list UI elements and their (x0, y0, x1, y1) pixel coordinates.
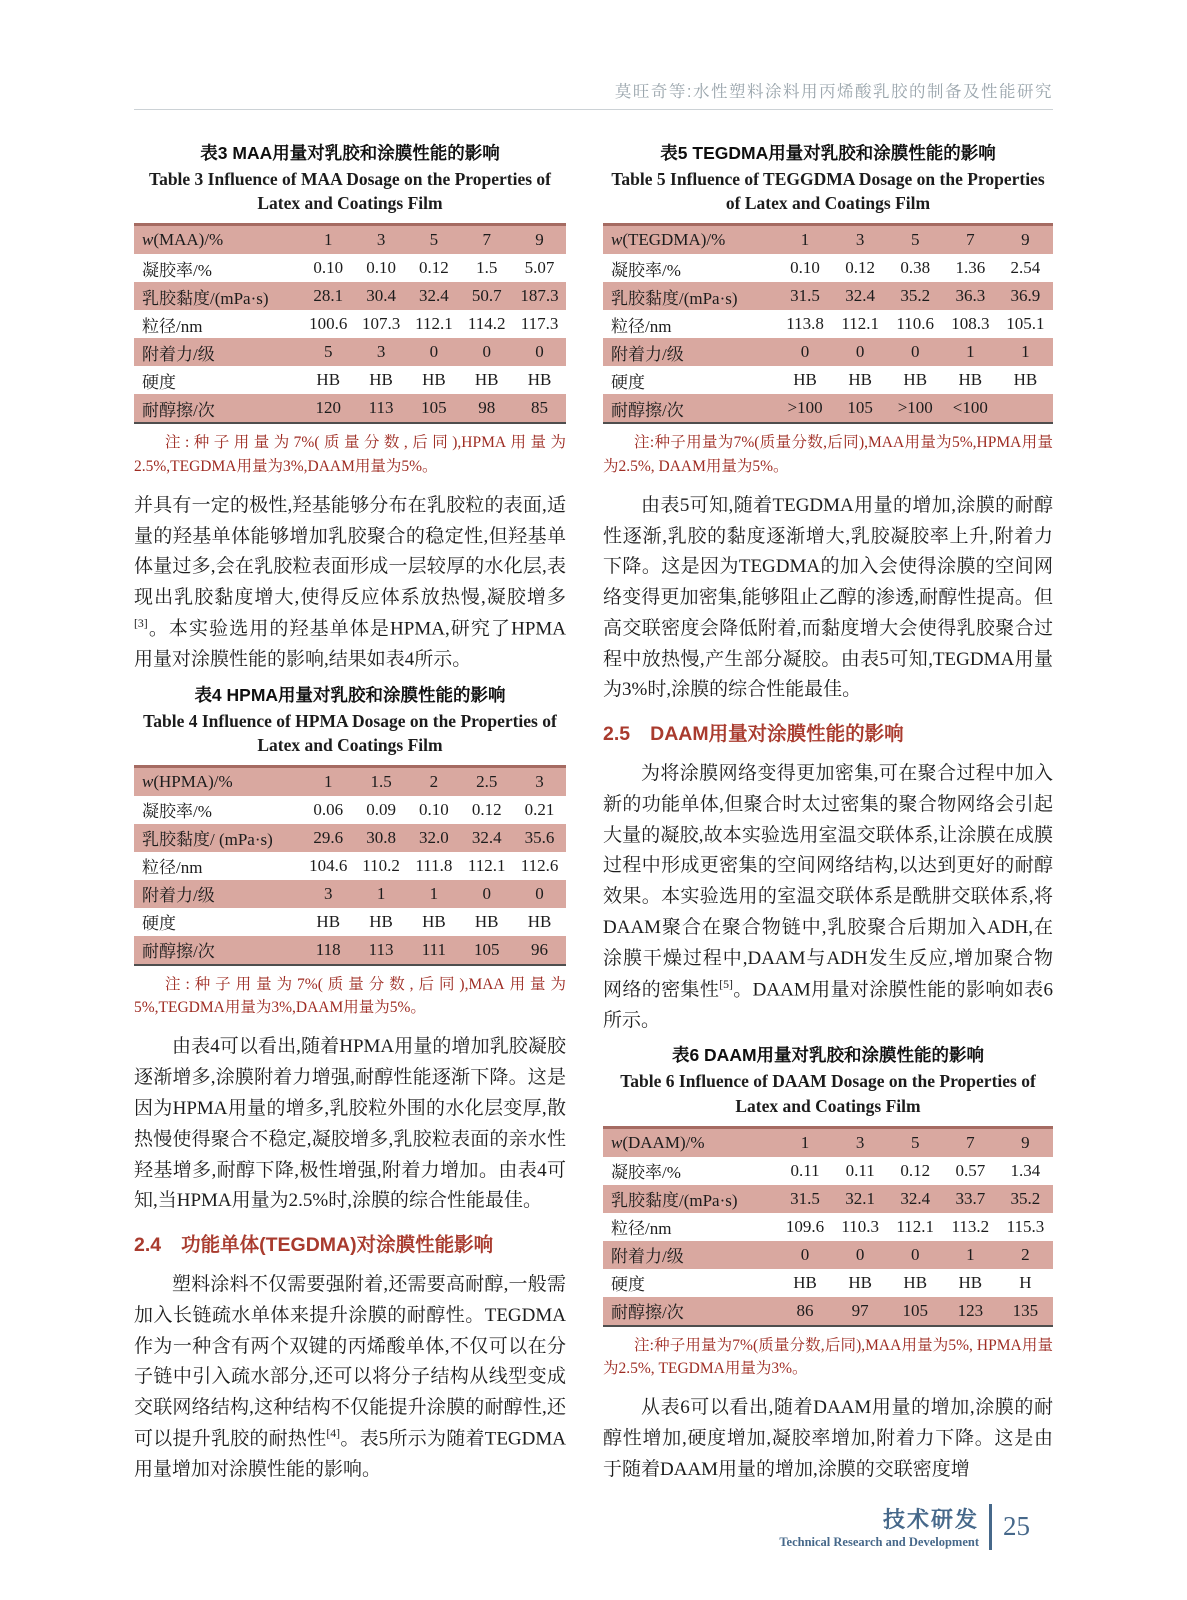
row-label: 耐醇擦/次 (611, 1303, 684, 1323)
section-number: 2.4 (134, 1234, 162, 1257)
cell-value: 28.1 (313, 286, 344, 306)
cell-value: HB (474, 911, 499, 931)
table3-block (134, 140, 566, 478)
cell-value: 31.5 (790, 1188, 820, 1208)
table4-title-en: Table 4 Influence of HPMA Dosage on the Properties of Latex and Coatings Film (143, 710, 557, 755)
cell-value: 111.8 (415, 855, 453, 875)
row-label: w(HPMA)/% (142, 771, 233, 791)
cell-value: 105 (847, 398, 873, 418)
cell-value: 1 (1021, 342, 1030, 362)
table-row (603, 226, 1053, 254)
row-label: 粒径/nm (142, 316, 203, 336)
cell-value: 85 (531, 398, 549, 418)
cell-value: 35.6 (524, 827, 555, 847)
cell-value: 0.38 (900, 258, 931, 278)
table4-note: 注:种子用量为7%(质量分数,后同),MAA用量为5%,TEGDMA用量为3%,DAAM用量为5%。 (134, 975, 566, 1017)
table3-title-zh: 表3 MAA用量对乳胶和涂膜性能的影响 (200, 143, 500, 163)
page-footer (779, 1503, 1030, 1550)
cell-value: 112.1 (841, 314, 879, 334)
row-label: 乳胶黏度/(mPa·s) (611, 288, 738, 308)
cell-value: 5 (910, 230, 920, 250)
table-row (603, 394, 1053, 422)
table6 (603, 1126, 1053, 1327)
cell-value: 33.7 (955, 1188, 986, 1208)
cell-value: 109.6 (785, 1216, 825, 1236)
cell-value: 35.2 (1010, 1188, 1041, 1208)
cell-value: 5 (910, 1132, 920, 1152)
cell-value: 1 (376, 883, 386, 903)
cell-value: HB (316, 911, 341, 931)
cell-value: 1.5 (370, 771, 392, 791)
header-divider (134, 109, 1053, 110)
cell-value: 36.9 (1010, 286, 1041, 306)
table-row (134, 852, 566, 880)
cell-value: 0.11 (790, 1160, 820, 1180)
cell-value: HB (527, 370, 552, 390)
table-row (134, 824, 566, 852)
table-row (134, 310, 566, 338)
footer-divider-bar (989, 1504, 992, 1550)
cell-value: 0.57 (955, 1160, 986, 1180)
cell-value: HB (474, 370, 499, 390)
cell-value: 0.10 (790, 258, 820, 278)
cell-value: 115.3 (1006, 1216, 1045, 1236)
cell-value: 135 (1012, 1300, 1039, 1320)
cell-value: HB (848, 370, 872, 390)
row-label: 附着力/级 (142, 344, 215, 364)
cell-value: HB (793, 1272, 817, 1292)
row-label: 附着力/级 (611, 1247, 684, 1267)
cell-value: 1 (966, 342, 975, 362)
cell-value: 32.1 (845, 1188, 876, 1208)
cell-value: 0.12 (845, 258, 876, 278)
cell-value: 9 (1021, 230, 1030, 250)
cell-value: 112.1 (415, 314, 453, 334)
table-row (603, 1213, 1053, 1241)
table-row (603, 282, 1053, 310)
table3-title-en: Table 3 Influence of MAA Dosage on the Properties of Latex and Coatings Film (149, 169, 551, 214)
table6-title-zh: 表6 DAAM用量对乳胶和涂膜性能的影响 (671, 1045, 985, 1066)
cell-value: 30.8 (366, 827, 396, 847)
table-row (603, 366, 1053, 394)
table-row (603, 1129, 1053, 1157)
cell-value: 32.4 (419, 286, 449, 306)
table4 (134, 765, 566, 966)
cell-value: 1.34 (1010, 1160, 1041, 1180)
page-number: 25 (1003, 1511, 1030, 1541)
cell-value: 107.3 (361, 314, 401, 334)
cell-value: 97 (851, 1300, 869, 1320)
cell-value: 1 (800, 230, 810, 250)
row-label: 乳胶黏度/ (mPa·s) (142, 830, 273, 850)
cell-value: 0 (800, 342, 810, 362)
cell-value: 111 (421, 939, 447, 959)
cell-value: 96 (531, 939, 549, 959)
running-head (134, 0, 1053, 102)
cell-value: 0 (855, 1244, 865, 1264)
cell-value: 0.10 (313, 258, 344, 278)
cell-value: HB (848, 1272, 872, 1292)
cell-value: 118 (315, 939, 341, 959)
row-label: 附着力/级 (611, 344, 684, 364)
cell-value: 0.10 (366, 258, 396, 278)
cell-value: 2.54 (1010, 258, 1041, 278)
cell-value: 123 (957, 1300, 984, 1320)
cell-value: 114.2 (467, 314, 506, 334)
table-row (134, 768, 566, 796)
table3-note: 注:种子用量为7%(质量分数,后同),HPMA用量为2.5%,TEGDMA用量为3%,DAAM用量为5%。 (134, 434, 566, 475)
cell-value: 112.1 (896, 1216, 935, 1236)
cell-value: 0.10 (419, 799, 449, 819)
table-row (603, 1241, 1053, 1269)
cell-value: 105 (473, 939, 500, 959)
table-row (134, 796, 566, 824)
table5-title-en: Table 5 Influence of TEGGDMA Dosage on the Properties of Latex and Coatings Film (611, 169, 1045, 214)
row-label: 硬度 (142, 372, 176, 392)
cell-value: 105 (902, 1300, 928, 1320)
table5-block (603, 140, 1053, 478)
cell-value: 3 (855, 230, 865, 250)
table-row (134, 936, 566, 964)
footer-section-labels (779, 1503, 979, 1550)
cell-value: 2 (429, 771, 439, 791)
cell-value: 0 (855, 342, 865, 362)
cell-value: 98 (478, 398, 496, 418)
table5-title-zh: 表5 TEGDMA用量对乳胶和涂膜性能的影响 (660, 143, 996, 163)
cell-value: 0.06 (313, 799, 344, 819)
row-label: 乳胶黏度/(mPa·s) (142, 288, 269, 308)
paragraph-tegdma-intro: 塑料涂料不仅需要强附着,还需要高耐醇,一般需加入长链疏水单体来提升涂膜的耐醇性。TEGDMA作为一种含有两个双键的丙烯酸单体,不仅可以在分子链中引入疏水部分,还可以将分子结构从线型变成交联网络结构,这种结构不仅能提升涂膜的耐醇性,还可以提升乳胶的耐热性[4]。表5所示为随着TEGDMA用量增加对涂膜性能的影响。 (134, 1274, 566, 1480)
cell-value: 7 (482, 230, 491, 250)
cell-value: HB (793, 370, 817, 390)
cell-value: HB (958, 1272, 983, 1292)
cell-value: 112.1 (467, 855, 506, 875)
table4-block (134, 682, 566, 1020)
paragraph-table4-discussion: 由表4可以看出,随着HPMA用量的增加乳胶凝胶逐渐增多,涂膜附着力增强,耐醇性能逐渐下降。这是因为HPMA用量的增多,乳胶粒外围的水化层变厚,散热慢使得聚合不稳定,凝胶增多,乳胶粒表面的亲水性羟基增多,耐醇下降,极性增强,附着力增加。由表4可知,当HPMA用量为2.5%时,涂膜的综合性能最佳。 (134, 1036, 566, 1212)
cell-value: 29.6 (313, 827, 344, 847)
cell-value: 104.6 (309, 855, 348, 875)
row-label: 硬度 (142, 914, 176, 934)
table-row (134, 338, 566, 366)
cell-value: 5.07 (524, 258, 555, 278)
row-label: 乳胶黏度/(mPa·s) (611, 1191, 738, 1211)
cell-value: 31.5 (790, 286, 820, 306)
cell-value: 0.09 (366, 799, 396, 819)
row-label: w(MAA)/% (142, 230, 224, 250)
table6-block (603, 1042, 1053, 1380)
cell-value: 2.5 (476, 771, 498, 791)
footer-section-zh: 技术研发 (882, 1507, 979, 1532)
cell-value: 110.3 (841, 1216, 879, 1236)
section-number: 2.5 (603, 723, 631, 746)
cell-value: 5 (429, 230, 439, 250)
cell-value: 32.4 (471, 827, 502, 847)
table-row (134, 394, 566, 422)
table-row (134, 880, 566, 908)
table6-title-en: Table 6 Influence of DAAM Dosage on the Properties of Latex and Coatings Film (620, 1071, 1036, 1116)
table6-note: 注:种子用量为7%(质量分数,后同),MAA用量为5%, HPMA用量为2.5%, TEGDMA用量为3%。 (603, 1336, 1053, 1377)
cell-value: 0 (910, 342, 920, 362)
row-label: 粒径/nm (611, 1219, 672, 1239)
cell-value: 120 (315, 398, 341, 418)
row-label: w(DAAM)/% (611, 1132, 705, 1152)
table-row (603, 1185, 1053, 1213)
right-column (603, 134, 1053, 1486)
row-label: 凝胶率/% (611, 1163, 681, 1183)
cell-value: 86 (796, 1300, 814, 1320)
cell-value: 7 (966, 1132, 975, 1152)
table-row (603, 1297, 1053, 1325)
cell-value: HB (369, 911, 393, 931)
cell-value: HB (422, 370, 446, 390)
cell-value: HB (1013, 370, 1038, 390)
cell-value: 0.21 (524, 799, 555, 819)
section-title: DAAM用量对涂膜性能的影响 (650, 723, 904, 746)
cell-value: 110.2 (362, 855, 400, 875)
cell-value: 1.5 (476, 258, 498, 278)
table5 (603, 223, 1053, 424)
table-row (134, 908, 566, 936)
cell-value: 117.3 (520, 314, 559, 334)
table5-note: 注:种子用量为7%(质量分数,后同),MAA用量为5%,HPMA用量为2.5%, DAAM用量为5%。 (603, 434, 1053, 475)
cell-value: 1 (429, 883, 439, 903)
cell-value: HB (369, 370, 393, 390)
cell-value: 0 (429, 342, 439, 362)
cell-value: 0 (535, 883, 544, 903)
table3 (134, 223, 566, 424)
row-label: 耐醇擦/次 (142, 400, 215, 420)
footer-section-en: Technical Research and Development (779, 1535, 979, 1549)
cell-value: 0 (535, 342, 544, 362)
row-label: 凝胶率/% (611, 260, 681, 280)
row-label: 硬度 (611, 1275, 645, 1295)
cell-value: >100 (787, 398, 823, 418)
cell-value: 0.12 (900, 1160, 931, 1180)
cell-value: 187.3 (520, 286, 559, 306)
cell-value: 9 (1021, 1132, 1030, 1152)
cell-value: 3 (535, 771, 544, 791)
cell-value: <100 (952, 398, 988, 418)
table-row (134, 226, 566, 254)
cell-value: HB (958, 370, 983, 390)
cell-value: 1 (323, 230, 333, 250)
paragraph-hydroxyl: 并具有一定的极性,羟基能够分布在乳胶粒的表面,适量的羟基单体能够增加乳胶聚合的稳定性,但羟基单体量过多,会在乳胶粒表面形成一层较厚的水化层,表现出乳胶黏度增大,使得反应体系放热慢,凝胶增多[3]。本实验选用的羟基单体是HPMA,研究了HPMA用量对涂膜性能的影响,结果如表4所示。 (134, 494, 566, 670)
cell-value: 1 (323, 771, 333, 791)
row-label: 附着力/级 (142, 886, 215, 906)
cell-value: 2 (1021, 1244, 1030, 1264)
cell-value: 112.6 (520, 855, 559, 875)
cell-value: 113.2 (951, 1216, 990, 1236)
table-row (603, 338, 1053, 366)
table-row (603, 1269, 1053, 1297)
cell-value: 105 (421, 398, 447, 418)
cell-value: 1 (966, 1244, 975, 1264)
two-column-layout (134, 134, 1053, 1486)
row-label: 耐醇擦/次 (142, 942, 215, 962)
left-column (134, 134, 566, 1486)
table-row (134, 282, 566, 310)
row-label: 粒径/nm (142, 858, 203, 878)
cell-value: 0 (910, 1244, 920, 1264)
paragraph-daam-intro: 为将涂膜网络变得更加密集,可在聚合过程中加入新的功能单体,但聚合时太过密集的聚合物网络会引起大量的凝胶,故本实验选用室温交联体系,让涂膜在成膜过程中形成更密集的空间网络结构,以达到更好的耐醇效果。本实验选用的室温交联体系是酰肼交联体系,将DAAM聚合在聚合物链中,乳胶聚合后期加入ADH,在涂膜干燥过程中,DAAM与ADH发生反应,增加聚合物网络的密集性[5]。DAAM用量对涂膜性能的影响如表6所示。 (603, 763, 1053, 1031)
table-row (603, 1157, 1053, 1185)
table-row (134, 366, 566, 394)
cell-value: HB (903, 1272, 928, 1292)
cell-value: 50.7 (471, 286, 502, 306)
cell-value: HB (903, 370, 928, 390)
cell-value: 32.4 (900, 1188, 931, 1208)
cell-value: HB (316, 370, 341, 390)
cell-value: 30.4 (366, 286, 396, 306)
cell-value: 110.6 (896, 314, 935, 334)
cell-value: 0 (800, 1244, 810, 1264)
cell-value: 100.6 (309, 314, 348, 334)
cell-value: 1 (800, 1132, 810, 1152)
table-row (603, 310, 1053, 338)
cell-value: 0.12 (419, 258, 449, 278)
cell-value: >100 (897, 398, 933, 418)
cell-value: 0 (482, 883, 491, 903)
cell-value: HB (527, 911, 552, 931)
cell-value: 32.0 (419, 827, 449, 847)
cell-value: 32.4 (845, 286, 876, 306)
cell-value: 35.2 (900, 286, 931, 306)
row-label: w(TEGDMA)/% (611, 230, 726, 250)
table4-title-zh: 表4 HPMA用量对乳胶和涂膜性能的影响 (194, 684, 506, 705)
section-title: 功能单体(TEGDMA)对涂膜性能影响 (181, 1234, 494, 1257)
cell-value: 3 (323, 883, 333, 903)
cell-value: 0.11 (845, 1160, 875, 1180)
cell-value: 3 (376, 342, 386, 362)
cell-value: H (1019, 1272, 1032, 1292)
cell-value: 108.3 (951, 314, 990, 334)
cell-value: 113 (368, 398, 394, 418)
cell-value: 0 (482, 342, 491, 362)
cell-value: 36.3 (955, 286, 986, 306)
cell-value: 3 (855, 1132, 865, 1152)
table-row (134, 254, 566, 282)
row-label: 硬度 (611, 372, 645, 392)
cell-value: HB (422, 911, 446, 931)
cell-value: 0.12 (471, 799, 502, 819)
table-row (603, 254, 1053, 282)
row-label: 耐醇擦/次 (611, 400, 684, 420)
section-heading-2-5 (603, 718, 1053, 746)
paragraph-table6-discussion: 从表6可以看出,随着DAAM用量的增加,涂膜的耐醇性增加,硬度增加,凝胶率增加,附着力下降。这是由于随着DAAM用量的增加,涂膜的交联密度增 (603, 1397, 1053, 1480)
running-title: 莫旺奇等:水性塑料涂料用丙烯酸乳胶的制备及性能研究 (614, 83, 1053, 101)
cell-value: 7 (966, 230, 975, 250)
cell-value: 105.1 (1006, 314, 1045, 334)
cell-value: 5 (323, 342, 333, 362)
cell-value: 9 (535, 230, 544, 250)
cell-value: 3 (376, 230, 386, 250)
section-heading-2-4 (134, 1229, 566, 1257)
row-label: 凝胶率/% (142, 260, 212, 280)
cell-value: 113 (368, 939, 394, 959)
cell-value: 113.8 (786, 314, 824, 334)
row-label: 凝胶率/% (142, 802, 212, 822)
row-label: 粒径/nm (611, 316, 672, 336)
paragraph-table5-discussion: 由表5可知,随着TEGDMA用量的增加,涂膜的耐醇性逐渐,乳胶的黏度逐渐增大,乳胶凝胶率上升,附着力下降。这是因为TEGDMA的加入会使得涂膜的空间网络变得更加密集,能够阻止乙醇的渗透,耐醇性提高。但高交联密度会降低附着,而黏度增大会使得乳胶聚合过程中放热慢,产生部分凝胶。由表5可知,TEGDMA用量为3%时,涂膜的综合性能最佳。 (603, 494, 1053, 701)
cell-value: 1.36 (955, 258, 986, 278)
